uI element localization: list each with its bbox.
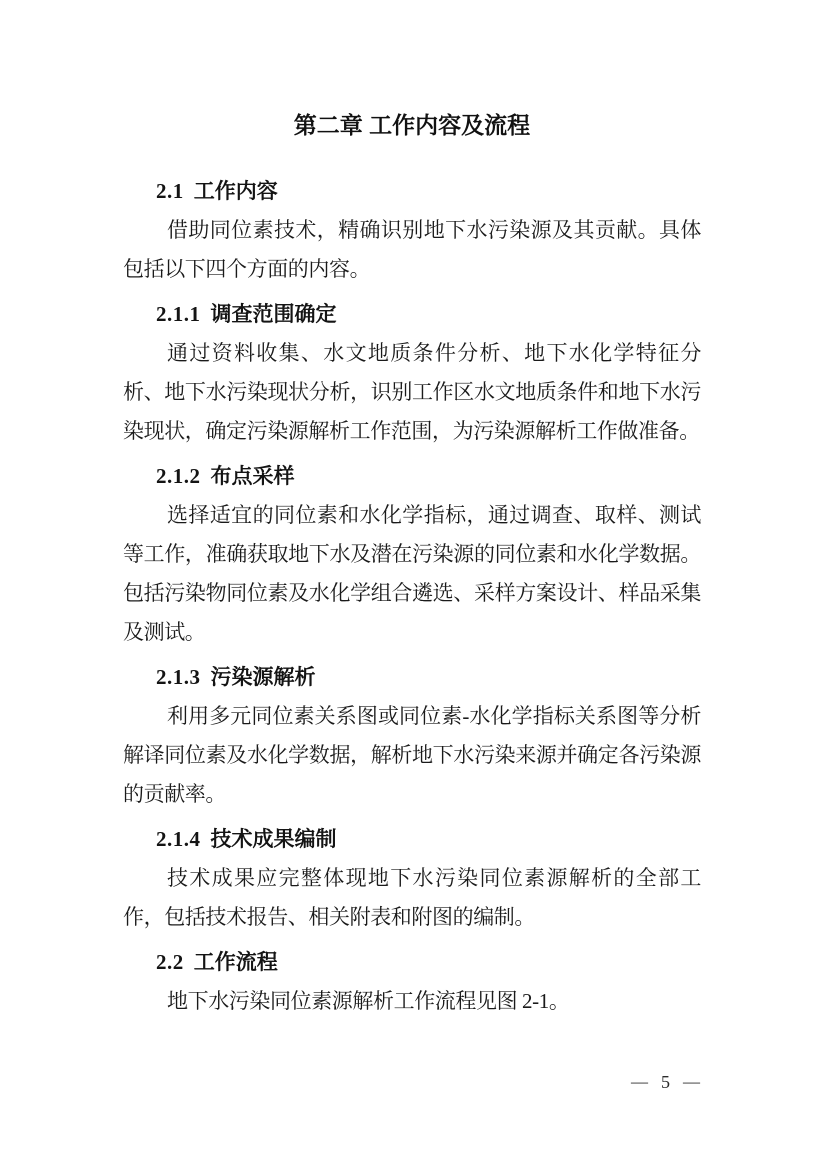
section-number: 2.2 xyxy=(156,950,184,974)
section-heading-label: 技术成果编制 xyxy=(210,827,337,851)
paragraph: 选择适宜的同位素和水化学指标，通过调查、取样、测试等工作，准确获取地下水及潜在污染源的同位素和水化学数据。包括污染物同位素及水化学组合遴选、采样方案设计、样品采集及测试。 xyxy=(123,503,701,644)
page-footer xyxy=(631,1071,700,1093)
section-heading xyxy=(156,172,701,211)
section-heading xyxy=(156,943,701,982)
section-heading xyxy=(156,295,701,334)
section-2-2 xyxy=(123,943,701,1021)
paragraph: 通过资料收集、水文地质条件分析、地下水化学特征分析、地下水污染现状分析，识别工作区水文地质条件和地下水污染现状，确定污染源解析工作范围，为污染源解析工作做准备。 xyxy=(123,341,701,443)
section-2-1-4 xyxy=(123,820,701,937)
section-heading xyxy=(156,457,701,496)
section-heading-label: 调查范围确定 xyxy=(210,302,337,326)
section-2-1 xyxy=(123,172,701,289)
footer-dash-left: — xyxy=(631,1072,648,1091)
section-heading-label: 污染源解析 xyxy=(210,665,316,689)
section-number: 2.1.1 xyxy=(156,302,201,326)
section-number: 2.1 xyxy=(156,179,184,203)
footer-dash-right: — xyxy=(683,1072,700,1091)
paragraph: 利用多元同位素关系图或同位素-水化学指标关系图等分析解译同位素及水化学数据，解析地下水污染来源并确定各污染源的贡献率。 xyxy=(123,704,701,806)
section-number: 2.1.2 xyxy=(156,464,201,488)
paragraph: 借助同位素技术，精确识别地下水污染源及其贡献。具体包括以下四个方面的内容。 xyxy=(123,218,701,281)
section-heading-label: 工作内容 xyxy=(193,180,278,203)
section-heading-label: 布点采样 xyxy=(210,464,295,488)
section-number: 2.1.3 xyxy=(156,665,201,689)
paragraph: 技术成果应完整体现地下水污染同位素源解析的全部工作，包括技术报告、相关附表和附图的编制。 xyxy=(123,866,701,929)
section-heading-label: 工作流程 xyxy=(193,951,278,974)
section-number: 2.1.4 xyxy=(156,827,201,851)
page-number: 5 xyxy=(661,1072,670,1092)
section-2-1-3 xyxy=(123,658,701,814)
section-heading xyxy=(156,820,701,859)
chapter-title: 第二章 工作内容及流程 xyxy=(293,112,531,138)
section-heading xyxy=(156,658,701,697)
section-2-1-2 xyxy=(123,457,701,652)
paragraph: 地下水污染同位素源解析工作流程见图 2-1。 xyxy=(167,989,570,1013)
section-2-1-1 xyxy=(123,295,701,451)
